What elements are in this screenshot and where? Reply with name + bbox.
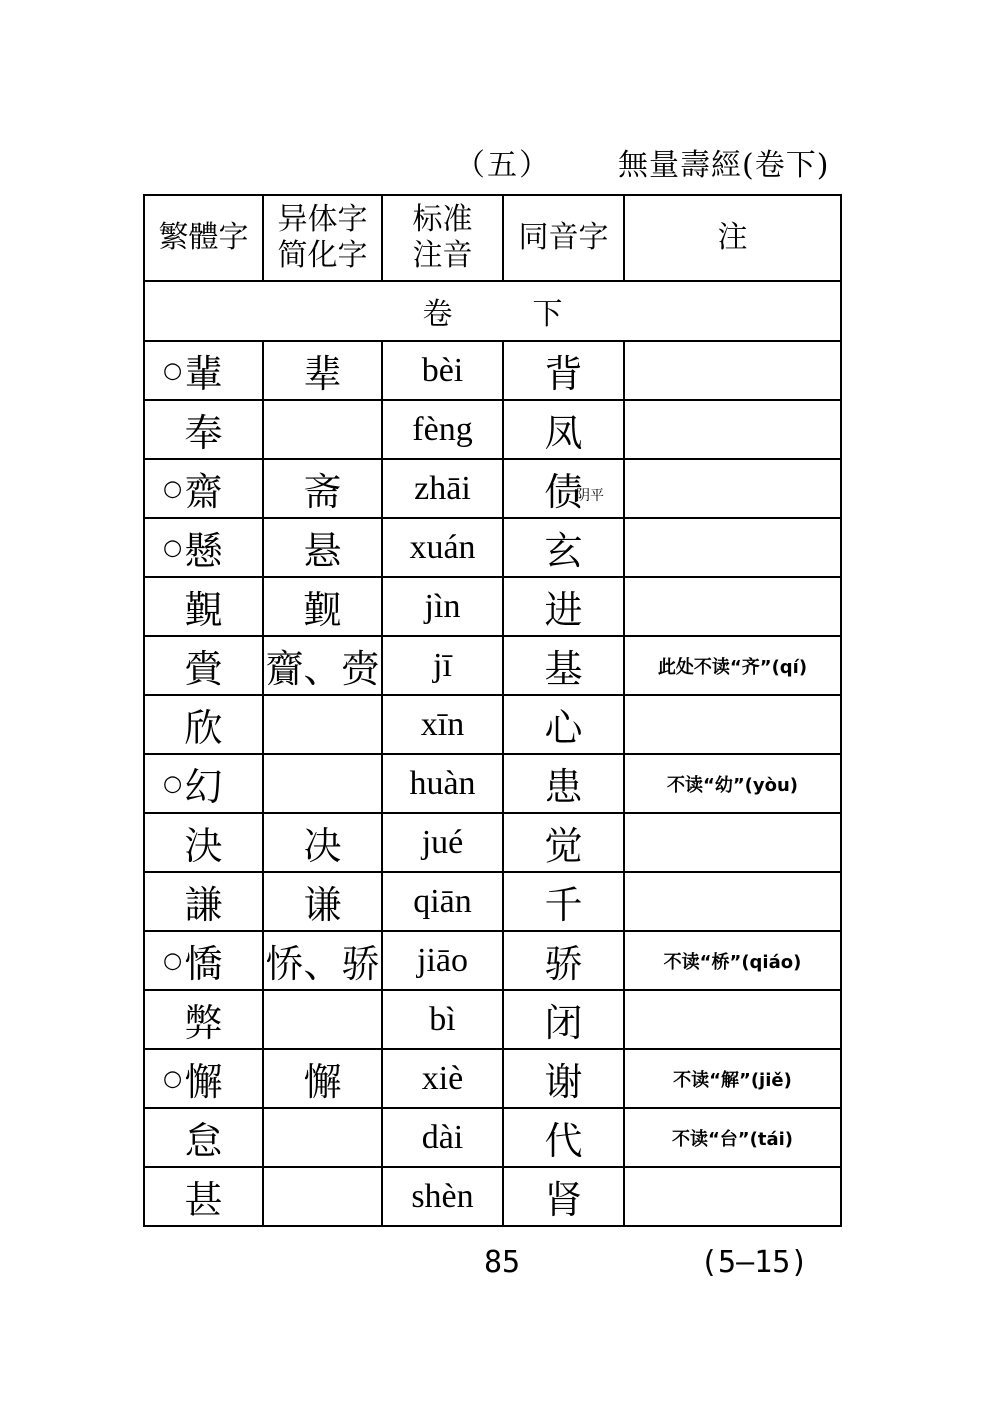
page-title: 無量壽經(卷下) <box>618 148 830 183</box>
homophone-cell <box>503 1049 624 1108</box>
homophone-cell <box>503 695 624 754</box>
traditional-char: 決 <box>184 824 223 868</box>
variant-cell: 斋 <box>263 459 382 518</box>
traditional-char: 奉 <box>184 411 223 455</box>
pinyin-cell: huàn <box>382 754 503 813</box>
section-number: （五） <box>455 148 551 183</box>
homophone-char: 患 <box>544 765 583 809</box>
homophone-cell <box>503 459 624 518</box>
pinyin-cell: jìn <box>382 577 503 636</box>
table-row <box>144 341 841 400</box>
table-row <box>144 813 841 872</box>
table-header-row <box>144 195 841 281</box>
variant-cell: 齎、赍 <box>263 636 382 695</box>
variant-cell: 辈 <box>263 341 382 400</box>
table-row <box>144 1049 841 1108</box>
circle-mark-icon: ○ <box>163 948 183 973</box>
traditional-cell <box>144 459 263 518</box>
table-row <box>144 1108 841 1167</box>
homophone-char: 代 <box>544 1119 583 1163</box>
homophone-cell <box>503 518 624 577</box>
note-cell <box>624 695 841 754</box>
traditional-char: 幻 <box>184 765 223 809</box>
traditional-cell <box>144 1108 263 1167</box>
table-row <box>144 754 841 813</box>
traditional-char: 怠 <box>184 1119 223 1163</box>
homophone-char: 闭 <box>544 1001 583 1045</box>
table-row <box>144 990 841 1049</box>
circle-mark-icon: ○ <box>163 535 183 560</box>
traditional-char: 謙 <box>184 883 223 927</box>
note-cell: 不读“幼”(yòu) <box>624 754 841 813</box>
traditional-char: 賫 <box>184 647 223 691</box>
variant-cell <box>263 990 382 1049</box>
traditional-char: 覲 <box>184 588 223 632</box>
header-variant: 异体字 简化字 <box>263 195 382 281</box>
variant-cell: 谦 <box>263 872 382 931</box>
table-row <box>144 695 841 754</box>
note-cell <box>624 518 841 577</box>
homophone-char: 凤 <box>544 411 583 455</box>
homophone-char: 玄 <box>544 529 583 573</box>
traditional-cell <box>144 754 263 813</box>
homophone-char: 觉 <box>544 824 583 868</box>
traditional-char: 欣 <box>184 706 223 750</box>
note-cell: 不读“台”(tái) <box>624 1108 841 1167</box>
variant-cell <box>263 1108 382 1167</box>
homophone-cell <box>503 931 624 990</box>
traditional-cell <box>144 695 263 754</box>
homophone-char: 债 <box>544 470 583 514</box>
pinyin-cell: bì <box>382 990 503 1049</box>
homophone-cell <box>503 341 624 400</box>
traditional-char: 懈 <box>184 1060 223 1104</box>
traditional-char: 弊 <box>184 1001 223 1045</box>
traditional-cell <box>144 1167 263 1226</box>
traditional-cell <box>144 400 263 459</box>
traditional-char: 懸 <box>184 529 223 573</box>
homophone-cell <box>503 990 624 1049</box>
header-note: 注 <box>624 195 841 281</box>
circle-mark-icon: ○ <box>163 1066 183 1091</box>
variant-cell <box>263 695 382 754</box>
pinyin-cell: fèng <box>382 400 503 459</box>
homophone-char: 基 <box>544 647 583 691</box>
homophone-cell <box>503 813 624 872</box>
tone-note: 阴平 <box>576 488 604 504</box>
traditional-cell <box>144 518 263 577</box>
note-cell <box>624 577 841 636</box>
table-row <box>144 577 841 636</box>
pinyin-cell: qiān <box>382 872 503 931</box>
note-cell: 不读“解”(jiě) <box>624 1049 841 1108</box>
variant-cell: 决 <box>263 813 382 872</box>
traditional-cell <box>144 577 263 636</box>
note-cell <box>624 872 841 931</box>
circle-mark-icon: ○ <box>163 771 183 796</box>
table-row <box>144 872 841 931</box>
variant-cell <box>263 400 382 459</box>
circle-mark-icon: ○ <box>163 358 183 383</box>
homophone-cell <box>503 400 624 459</box>
circle-mark-icon: ○ <box>163 476 183 501</box>
traditional-cell <box>144 341 263 400</box>
pinyin-cell: xiè <box>382 1049 503 1108</box>
pinyin-cell: bèi <box>382 341 503 400</box>
pinyin-cell: dài <box>382 1108 503 1167</box>
homophone-char: 肾 <box>544 1178 583 1222</box>
traditional-char: 齋 <box>184 470 223 514</box>
homophone-cell <box>503 636 624 695</box>
homophone-char: 千 <box>544 883 583 927</box>
pinyin-cell: jué <box>382 813 503 872</box>
pinyin-cell: shèn <box>382 1167 503 1226</box>
homophone-cell <box>503 1108 624 1167</box>
table-row <box>144 459 841 518</box>
header-homophone: 同音字 <box>503 195 624 281</box>
homophone-char: 心 <box>544 706 583 750</box>
homophone-cell <box>503 577 624 636</box>
table-row <box>144 636 841 695</box>
variant-cell <box>263 754 382 813</box>
traditional-cell <box>144 990 263 1049</box>
header-pinyin: 标准 注音 <box>382 195 503 281</box>
traditional-cell <box>144 931 263 990</box>
traditional-cell <box>144 813 263 872</box>
pinyin-cell: xuán <box>382 518 503 577</box>
note-cell <box>624 990 841 1049</box>
traditional-cell <box>144 636 263 695</box>
traditional-cell <box>144 872 263 931</box>
table-row <box>144 400 841 459</box>
homophone-char: 骄 <box>544 942 583 986</box>
homophone-char: 进 <box>544 588 583 632</box>
character-table <box>143 194 842 1227</box>
homophone-cell <box>503 1167 624 1226</box>
traditional-char: 甚 <box>184 1178 223 1222</box>
pinyin-cell: jiāo <box>382 931 503 990</box>
homophone-cell <box>503 872 624 931</box>
variant-cell: 觐 <box>263 577 382 636</box>
traditional-char: 憍 <box>184 942 223 986</box>
note-cell <box>624 1167 841 1226</box>
pinyin-cell: xīn <box>382 695 503 754</box>
note-cell <box>624 400 841 459</box>
traditional-char: 輩 <box>184 352 223 396</box>
table-row <box>144 1167 841 1226</box>
pinyin-cell: zhāi <box>382 459 503 518</box>
note-cell <box>624 341 841 400</box>
note-cell: 此处不读“齐”(qí) <box>624 636 841 695</box>
page-number: 85 <box>484 1245 521 1280</box>
table-row <box>144 518 841 577</box>
note-cell <box>624 459 841 518</box>
variant-cell: 悬 <box>263 518 382 577</box>
homophone-cell <box>503 754 624 813</box>
section-row <box>144 281 841 341</box>
header-traditional: 繁體字 <box>144 195 263 281</box>
note-cell <box>624 813 841 872</box>
variant-cell: 懈 <box>263 1049 382 1108</box>
traditional-cell <box>144 1049 263 1108</box>
variant-cell: 㤭、骄 <box>263 931 382 990</box>
homophone-char: 谢 <box>544 1060 583 1104</box>
homophone-char: 背 <box>544 352 583 396</box>
section-label: 卷下 <box>144 281 841 341</box>
pinyin-cell: jī <box>382 636 503 695</box>
note-cell: 不读“桥”(qiáo) <box>624 931 841 990</box>
page-code: (5—15) <box>700 1245 809 1280</box>
table-row <box>144 931 841 990</box>
variant-cell <box>263 1167 382 1226</box>
